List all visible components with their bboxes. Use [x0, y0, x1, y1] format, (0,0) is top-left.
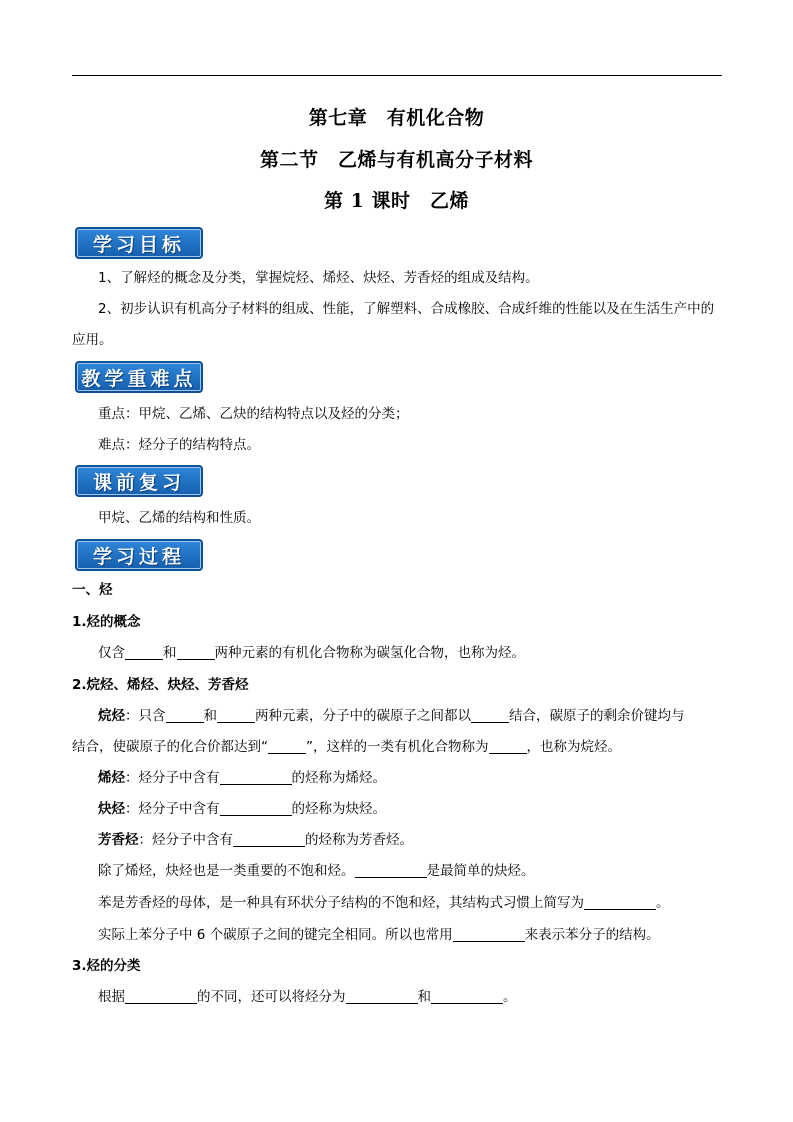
fill-blank[interactable] [166, 708, 204, 723]
classification-paragraph [98, 988, 517, 1006]
text-fragment: 结合，使碳原子的化合价都达到“ [72, 739, 268, 755]
header-rule [72, 75, 722, 76]
fill-blank[interactable] [233, 832, 305, 847]
objective-item-2-cont: 应用。 [72, 332, 113, 348]
text-fragment: 的烃称为芳香烃。 [305, 832, 413, 848]
text-fragment: ”，这样的一类有机化合物称为 [306, 739, 489, 755]
text-fragment: ：烃分子中含有 [125, 801, 220, 817]
fill-blank[interactable] [268, 739, 306, 754]
text-fragment: 。 [503, 989, 517, 1005]
lesson-title: 第 1 课时 乙烯 [324, 190, 469, 212]
text-fragment: 和 [163, 645, 177, 661]
aromatic-label: 芳香烃 [98, 832, 139, 848]
aromatic-definition [98, 831, 413, 849]
text-fragment: 的烃称为炔烃。 [291, 801, 386, 817]
review-badge: 课前复习 [75, 465, 203, 497]
key-point-important: 重点：甲烷、乙烯、乙炔的结构特点以及烃的分类； [98, 406, 409, 422]
fill-blank[interactable] [177, 645, 215, 660]
alkane-definition-line-1 [98, 707, 685, 725]
subsection-1-title: 1.烃的概念 [72, 614, 141, 630]
review-text: 甲烷、乙烯的结构和性质。 [98, 510, 260, 526]
section-title: 第二节 乙烯与有机高分子材料 [259, 149, 533, 171]
text-fragment: 仅含 [98, 645, 125, 661]
alkane-label: 烷烃 [98, 708, 125, 724]
fill-blank[interactable] [584, 895, 656, 910]
fill-blank[interactable] [125, 989, 197, 1004]
alkyne-label: 炔烃 [98, 801, 125, 817]
hydrocarbon-definition [98, 644, 525, 662]
key-points-badge: 教学重难点 [75, 361, 203, 393]
fill-blank[interactable] [355, 863, 427, 878]
subsection-3-title: 3.烃的分类 [72, 958, 141, 974]
text-fragment: ：烃分子中含有 [125, 770, 220, 786]
text-fragment: 的烃称为烯烃。 [291, 770, 386, 786]
text-fragment: 和 [203, 708, 217, 724]
text-fragment: 两种元素，分子中的碳原子之间都以 [255, 708, 471, 724]
fill-blank[interactable] [220, 770, 292, 785]
process-badge: 学习过程 [75, 539, 203, 571]
alkene-definition [98, 769, 386, 787]
fill-blank[interactable] [431, 989, 503, 1004]
unsaturated-paragraph [98, 862, 535, 880]
objective-item-1: 1、了解烃的概念及分类，掌握烷烃、烯烃、炔烃、芳香烃的组成及结构。 [98, 270, 539, 286]
fill-blank[interactable] [217, 708, 255, 723]
text-fragment: 除了烯烃，炔烃也是一类重要的不饱和烃。 [98, 863, 355, 879]
text-fragment: ：烃分子中含有 [138, 832, 233, 848]
text-fragment: 根据 [98, 989, 125, 1005]
text-fragment: 实际上苯分子中 6 个碳原子之间的键完全相同。所以也常用 [98, 927, 453, 943]
objective-item-2: 2、初步认识有机高分子材料的组成、性能，了解塑料、合成橡胶、合成纤维的性能以及在生活生产中的 [98, 301, 715, 317]
fill-blank[interactable] [346, 989, 418, 1004]
subsection-2-title: 2.烷烃、烯烃、炔烃、芳香烃 [72, 677, 249, 693]
fill-blank[interactable] [471, 708, 509, 723]
fill-blank[interactable] [125, 645, 163, 660]
text-fragment: 结合，碳原子的剩余价键均与 [509, 708, 685, 724]
text-fragment: 的不同，还可以将烃分为 [197, 989, 346, 1005]
text-fragment: ，也称为烷烃。 [526, 739, 621, 755]
fill-blank[interactable] [489, 739, 527, 754]
key-point-difficult: 难点：烃分子的结构特点。 [98, 437, 260, 453]
chapter-title: 第七章 有机化合物 [308, 107, 485, 129]
alkene-label: 烯烃 [98, 770, 125, 786]
text-fragment: 是最简单的炔烃。 [426, 863, 535, 879]
fill-blank[interactable] [453, 927, 525, 942]
text-fragment: 来表示苯分子的结构。 [524, 927, 660, 943]
text-fragment: ：只含 [125, 708, 166, 724]
section-hydrocarbon-title: 一、烃 [72, 582, 113, 598]
benzene-bond-paragraph [98, 926, 660, 944]
objectives-badge: 学习目标 [75, 227, 203, 259]
alkyne-definition [98, 800, 386, 818]
alkane-definition-line-2 [72, 738, 621, 756]
text-fragment: 苯是芳香烃的母体，是一种具有环状分子结构的不饱和烃，其结构式习惯上简写为 [98, 895, 584, 911]
text-fragment: 。 [656, 895, 670, 911]
text-fragment: 和 [417, 989, 431, 1005]
benzene-paragraph [98, 894, 670, 912]
text-fragment: 两种元素的有机化合物称为碳氢化合物，也称为烃。 [214, 645, 525, 661]
fill-blank[interactable] [220, 801, 292, 816]
